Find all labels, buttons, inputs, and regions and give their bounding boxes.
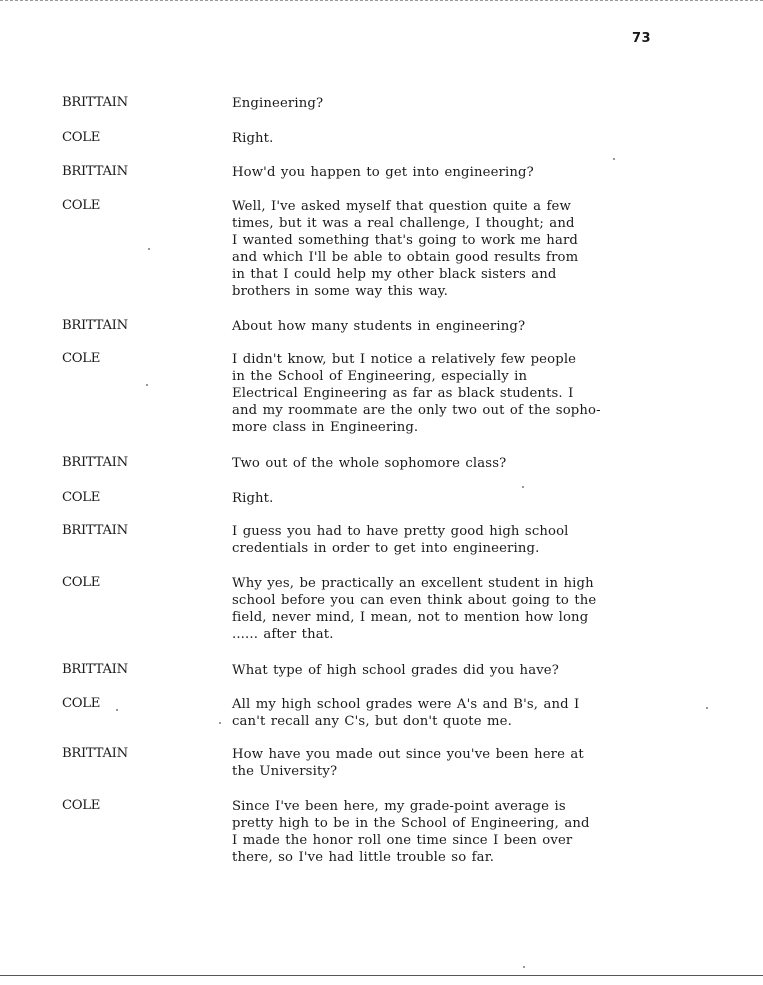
speaker-name: COLE xyxy=(62,575,101,590)
speech-text: What type of high school grades did you have? xyxy=(232,663,559,678)
speaker-name: COLE xyxy=(62,198,101,213)
top-border xyxy=(0,0,763,1)
speech-text: How'd you happen to get into engineering? xyxy=(232,165,534,180)
speech-text: Right. xyxy=(232,491,274,506)
scan-speck xyxy=(148,248,150,250)
scan-speck xyxy=(146,384,148,386)
speech-text: I guess you had to have pretty good high school credentials in order to get into engineering. xyxy=(232,524,569,557)
speech-text: About how many students in engineering? xyxy=(232,319,526,334)
speaker-name: BRITTAIN xyxy=(62,164,128,179)
speech-text: Two out of the whole sophomore class? xyxy=(232,456,507,471)
speaker-name: COLE xyxy=(62,130,101,145)
speaker-name: BRITTAIN xyxy=(62,746,128,761)
speaker-name: BRITTAIN xyxy=(62,523,128,538)
bottom-rule xyxy=(0,975,763,976)
scan-speck xyxy=(219,722,221,724)
scan-speck xyxy=(613,158,615,160)
scan-speck xyxy=(522,486,524,488)
scan-speck xyxy=(116,709,118,711)
speaker-name: BRITTAIN xyxy=(62,318,128,333)
speech-text: Well, I've asked myself that question quite a few times, but it was a real challenge, I thought; and I wanted something that's going to work me hard and which I'll be able to obtain good results from in that I could help my other black sisters and brothers in some way this way. xyxy=(232,199,579,300)
speech-text: Since I've been here, my grade-point average is pretty high to be in the School of Engineering, and I made the honor roll one time since I been over there, so I've had little trouble so far. xyxy=(232,799,590,866)
speech-text: Why yes, be practically an excellent student in high school before you can even think about going to the field, never mind, I mean, not to mention how long ...... after that. xyxy=(232,576,597,643)
speech-text: How have you made out since you've been here at the University? xyxy=(232,747,584,780)
scan-speck xyxy=(523,966,525,968)
speaker-name: COLE xyxy=(62,798,101,813)
speaker-name: COLE xyxy=(62,490,101,505)
speaker-name: COLE xyxy=(62,696,101,711)
page-number: 73 xyxy=(632,31,652,46)
speech-text: Engineering? xyxy=(232,96,324,111)
speech-text: Right. xyxy=(232,131,274,146)
speaker-name: COLE xyxy=(62,351,101,366)
speaker-name: BRITTAIN xyxy=(62,95,128,110)
speech-text: All my high school grades were A's and B's, and I can't recall any C's, but don't quote me. xyxy=(232,697,580,730)
scan-speck xyxy=(706,707,708,709)
speaker-name: BRITTAIN xyxy=(62,662,128,677)
speech-text: I didn't know, but I notice a relatively few people in the School of Engineering, especially in Electrical Engineering as far as black students. I and my roommate are the only two out of the sopho- more class in Engineering. xyxy=(232,352,601,436)
speaker-name: BRITTAIN xyxy=(62,455,128,470)
